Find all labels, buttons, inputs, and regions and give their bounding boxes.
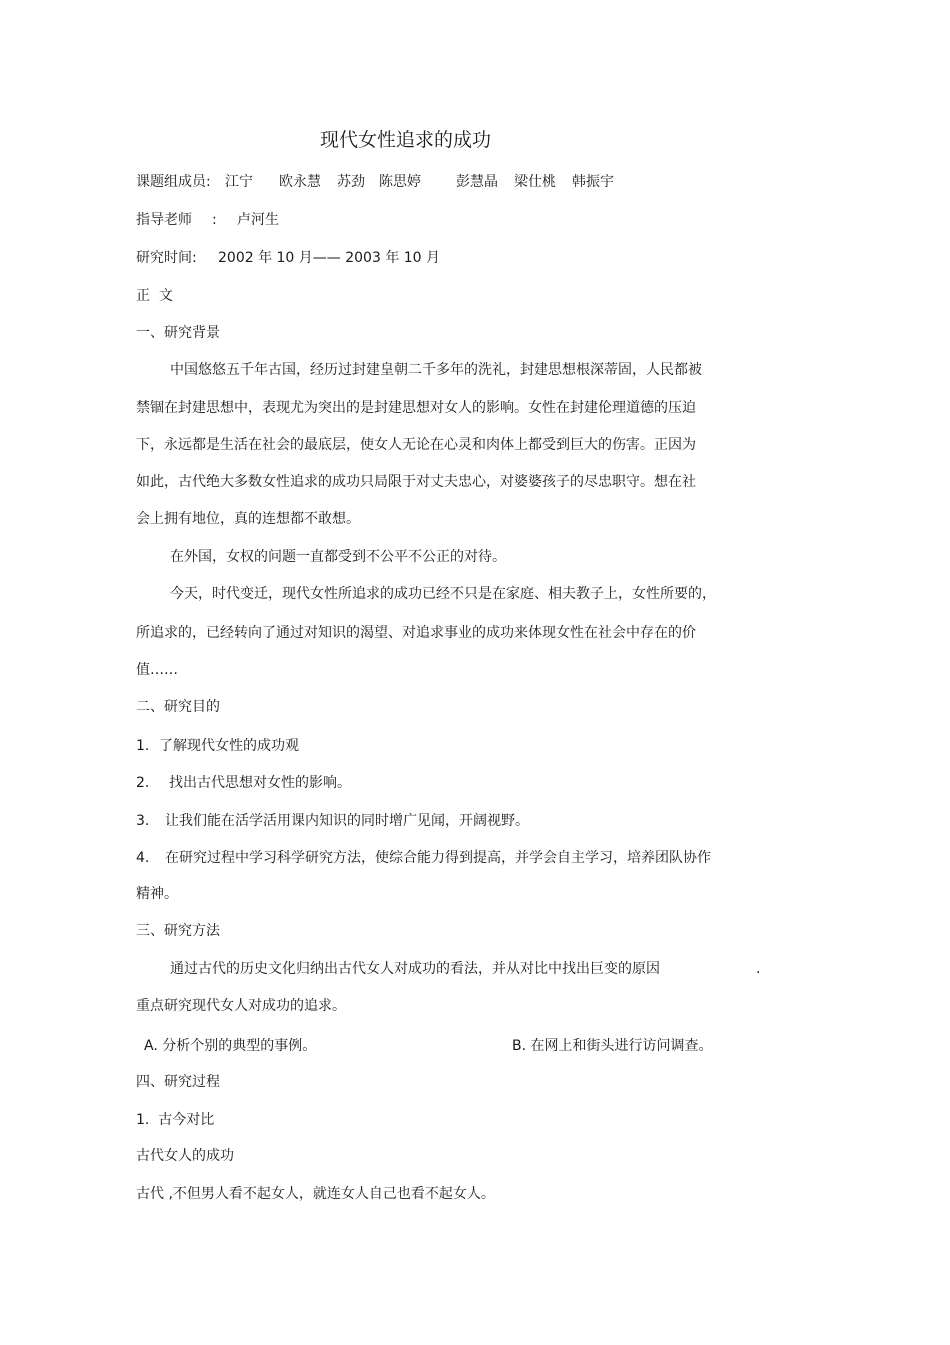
advisor-colon: : — [212, 212, 217, 228]
list-item-number: 3. — [136, 813, 150, 829]
list-item-number: 4. — [136, 850, 150, 866]
member-name: 苏劲 — [337, 174, 365, 190]
member-name: 韩振宇 — [572, 174, 614, 190]
section-heading: 四、研究过程 — [136, 1074, 220, 1090]
advisor-name: 卢河生 — [237, 212, 279, 228]
period-label: 研究时间: — [136, 250, 197, 266]
list-item: 在研究过程中学习科学研究方法，使综合能力得到提高，并学会自主学习，培养团队协作 — [165, 850, 711, 866]
member-name: 江宁 — [225, 174, 253, 190]
list-item: 找出古代思想对女性的影响。 — [169, 775, 351, 791]
subsection-title: 古代女人的成功 — [136, 1148, 234, 1164]
body-heading: 正 文 — [136, 288, 173, 304]
paragraph-line-end: . — [756, 961, 761, 977]
paragraph-line: 会上拥有地位，真的连想都不敢想。 — [136, 511, 360, 527]
subsection-heading: 1. 古今对比 — [136, 1112, 215, 1128]
list-item-number: 2. — [136, 775, 150, 791]
member-name: 彭慧晶 — [456, 174, 498, 190]
advisor-label: 指导老师 — [136, 212, 192, 228]
list-item: 让我们能在活学活用课内知识的同时增广见闻，开阔视野。 — [165, 813, 529, 829]
paragraph-line: 禁锢在封建思想中，表现尤为突出的是封建思想对女人的影响。女性在封建伦理道德的压迫 — [136, 400, 696, 416]
list-item: 了解现代女性的成功观 — [159, 738, 299, 754]
period-value: 2002 年 10 月—— 2003 年 10 月 — [218, 250, 441, 266]
method-option-b: B. 在网上和街头进行访问调查。 — [512, 1038, 713, 1054]
paragraph-line: 如此，古代绝大多数女性追求的成功只局限于对丈夫忠心，对婆婆孩子的尽忠职守。想在社 — [136, 474, 696, 490]
list-item-number: 1. — [136, 738, 150, 754]
members-label: 课题组成员: — [136, 174, 211, 190]
section-heading: 二、研究目的 — [136, 699, 220, 715]
paragraph-line: 所追求的，已经转向了通过对知识的渴望、对追求事业的成功来体现女性在社会中存在的价 — [136, 625, 696, 641]
paragraph-line: 通过古代的历史文化归纳出古代女人对成功的看法，并从对比中找出巨变的原因 — [170, 961, 660, 977]
method-option-a: A. 分析个别的典型的事例。 — [144, 1038, 317, 1054]
section-heading: 三、研究方法 — [136, 923, 220, 939]
paragraph-line: 今天，时代变迁，现代女性所追求的成功已经不只是在家庭、相夫教子上，女性所要的， — [170, 586, 716, 602]
paragraph-line: 在外国，女权的问题一直都受到不公平不公正的对待。 — [170, 549, 506, 565]
document-title: 现代女性追求的成功 — [320, 129, 492, 151]
section-heading: 一、研究背景 — [136, 325, 220, 341]
paragraph-line: 重点研究现代女人对成功的追求。 — [136, 998, 346, 1014]
member-name: 陈思婷 — [379, 174, 421, 190]
paragraph-line: 值…… — [136, 662, 178, 678]
member-name: 梁仕桃 — [514, 174, 556, 190]
member-name: 欧永慧 — [279, 174, 321, 190]
paragraph-line: 中国悠悠五千年古国，经历过封建皇朝二千多年的洗礼，封建思想根深蒂固，人民都被 — [170, 362, 702, 378]
paragraph-line: 古代 ,不但男人看不起女人，就连女人自己也看不起女人。 — [136, 1186, 495, 1202]
paragraph-line: 下，永远都是生活在社会的最底层，使女人无论在心灵和肉体上都受到巨大的伤害。正因为 — [136, 437, 696, 453]
list-item-continuation: 精神。 — [136, 886, 178, 902]
